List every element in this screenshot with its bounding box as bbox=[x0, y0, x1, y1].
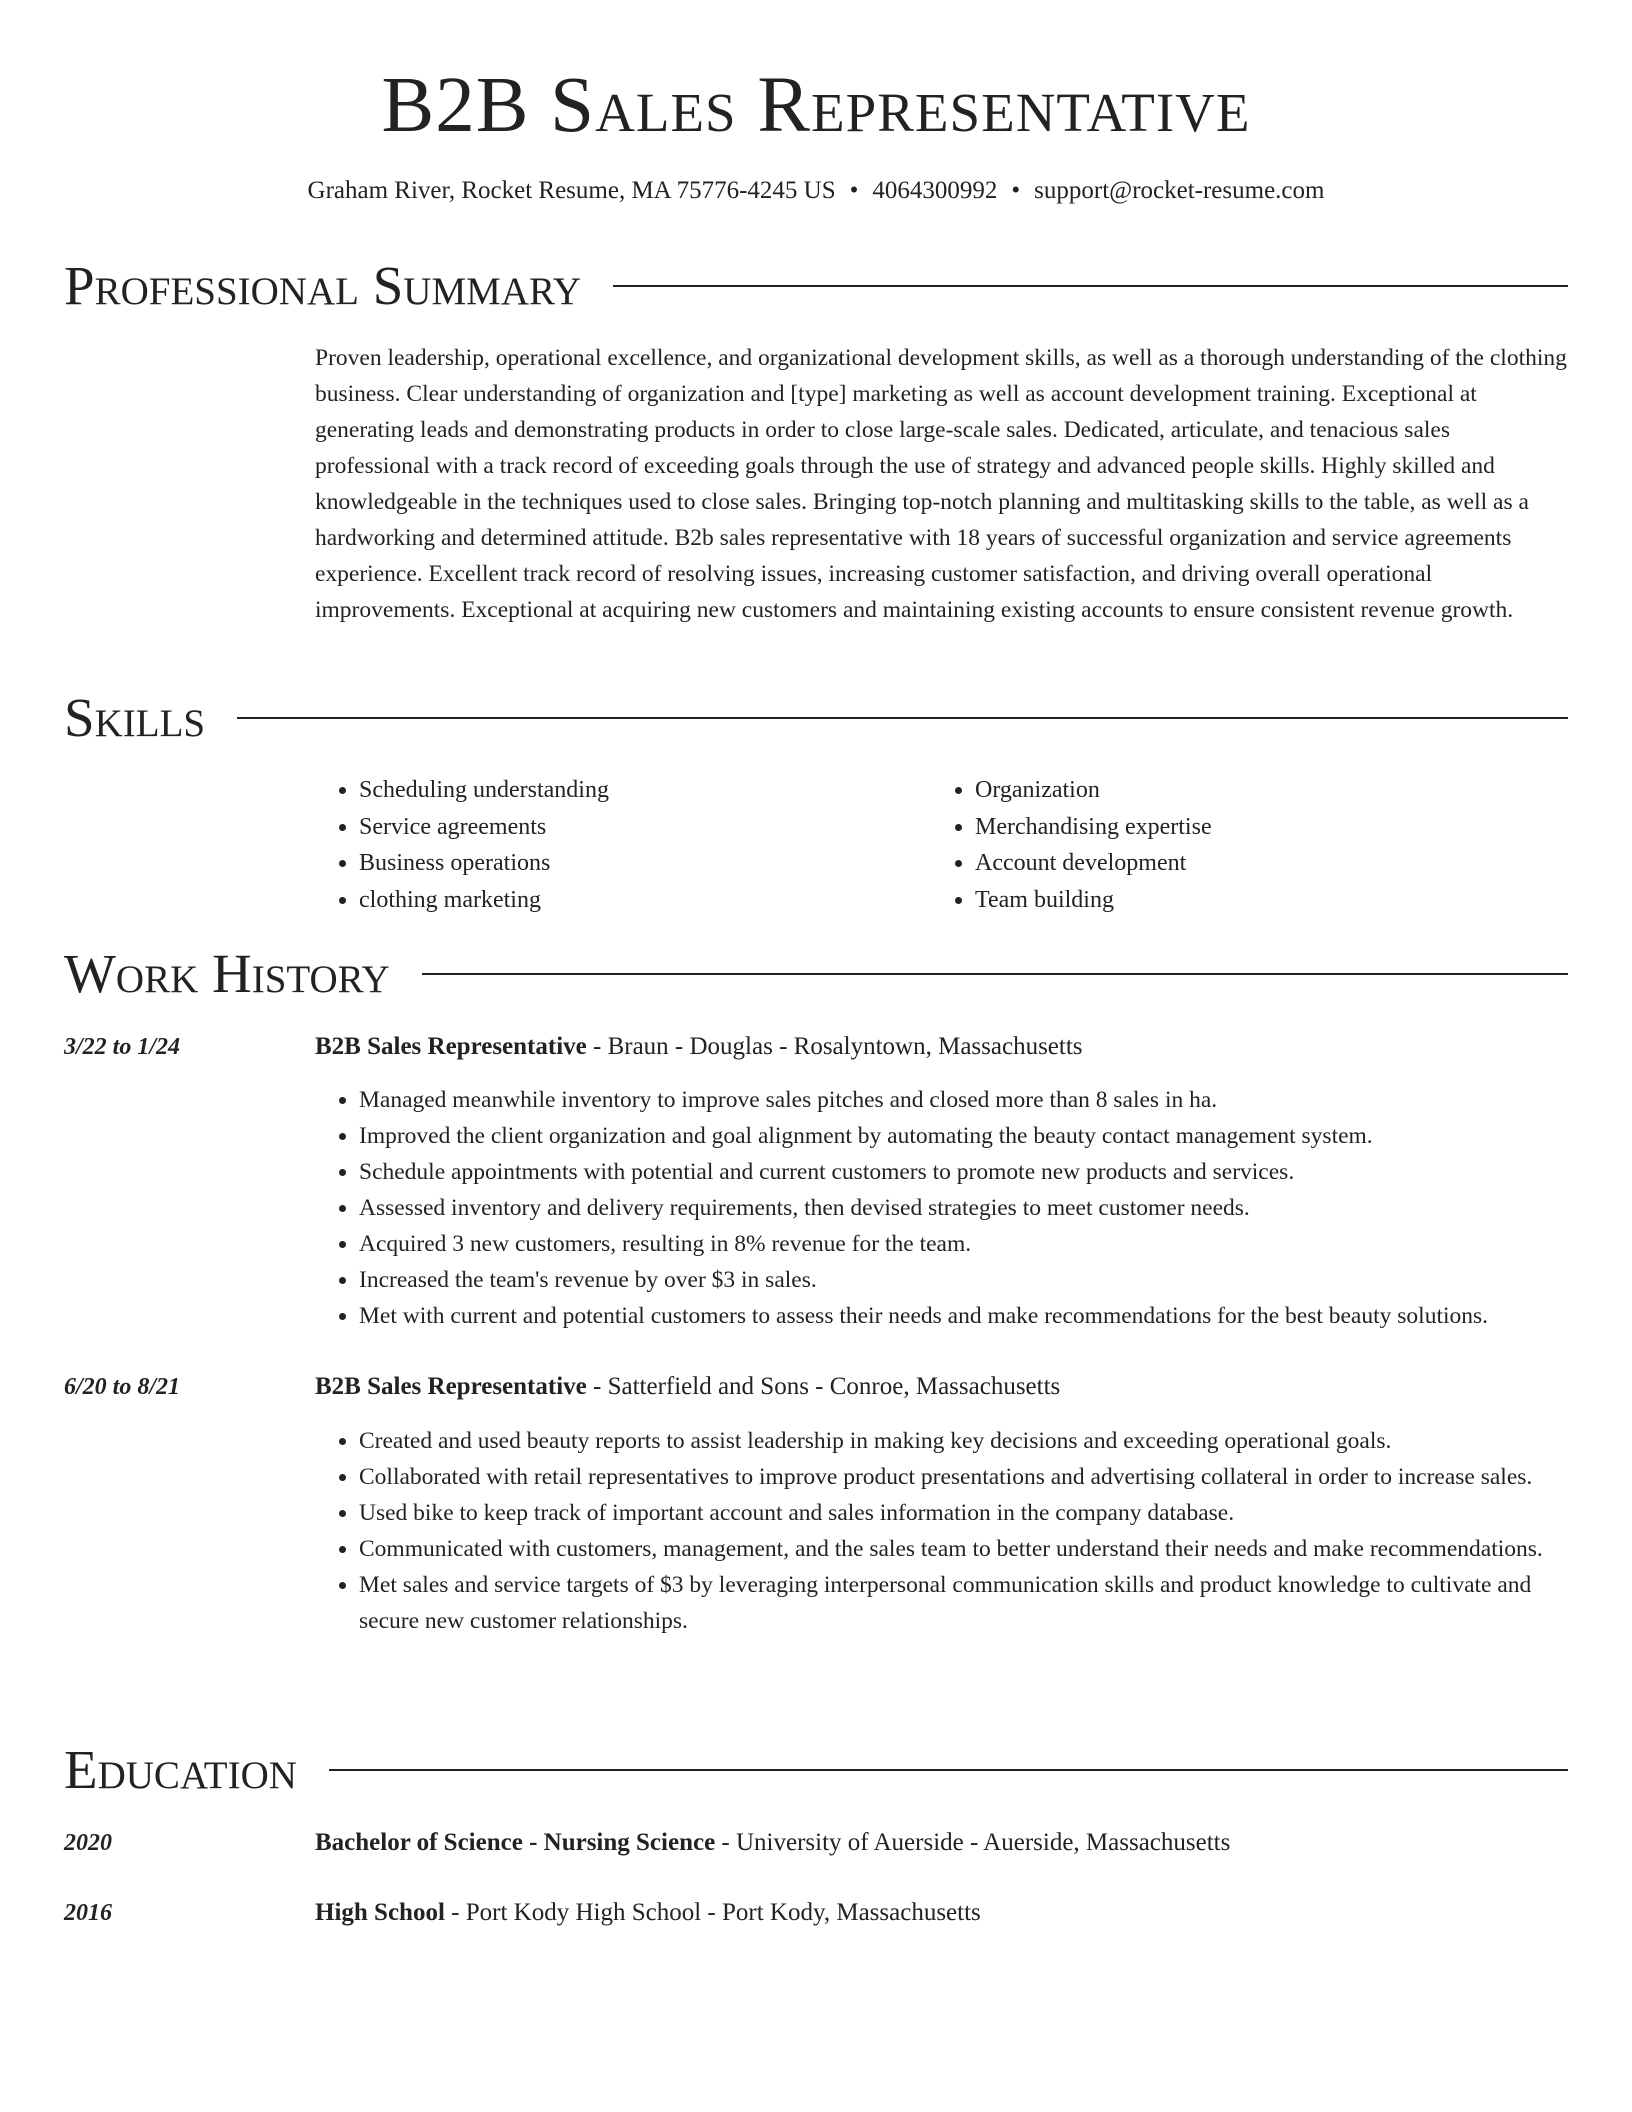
section-divider bbox=[613, 285, 1568, 287]
candidate-name: B2B Sales Representative bbox=[381, 62, 1251, 149]
summary-section-header bbox=[64, 256, 1568, 316]
job-bullet: • Assessed inventory and delivery requirements, then devised strategies to meet customer needs. bbox=[359, 1190, 1568, 1226]
contact-email: support@rocket-resume.com bbox=[1034, 177, 1325, 204]
work-section-header bbox=[64, 944, 1568, 1004]
skill-item: • Organization bbox=[975, 772, 1575, 809]
job-bullet: • Created and used beauty reports to assist leadership in making key decisions and exceeding operational goals. bbox=[359, 1423, 1568, 1459]
section-divider bbox=[422, 973, 1568, 975]
job-title: B2B Sales Representative bbox=[315, 1033, 587, 1060]
job-heading bbox=[315, 1030, 1083, 1064]
skill-item: • Team building bbox=[975, 882, 1575, 919]
job-employer: - Braun - Douglas - Rosalyntown, Massachusetts bbox=[586, 1033, 1083, 1060]
skill-item: • Merchandising expertise bbox=[975, 809, 1575, 846]
section-divider bbox=[237, 717, 1568, 719]
education-year: 2016 bbox=[64, 1900, 112, 1926]
job-bullet: • Acquired 3 new customers, resulting in 8% revenue for the team. bbox=[359, 1226, 1568, 1262]
contact-separator: • bbox=[1011, 177, 1021, 204]
education-section-header bbox=[64, 1740, 1568, 1800]
skills-section-title: Skills bbox=[64, 687, 206, 748]
job-title: B2B Sales Representative bbox=[315, 1373, 587, 1400]
skill-item: • Scheduling understanding bbox=[359, 772, 959, 809]
contact-line bbox=[0, 174, 1632, 208]
job-dates: 3/22 to 1/24 bbox=[64, 1034, 181, 1060]
job-dates: 6/20 to 8/21 bbox=[64, 1374, 181, 1400]
education-degree: Bachelor of Science - Nursing Science bbox=[315, 1829, 716, 1856]
job-employer: - Satterfield and Sons - Conroe, Massachusetts bbox=[586, 1373, 1061, 1400]
education-school: - Port Kody High School - Port Kody, Massachusetts bbox=[444, 1899, 981, 1926]
job-bullet: • Met with current and potential customers to assess their needs and make recommendations for the best beauty solutions. bbox=[359, 1298, 1568, 1334]
job-bullet: • Collaborated with retail representatives to improve product presentations and advertising collateral in order to increase sales. bbox=[359, 1459, 1568, 1495]
education-entry bbox=[315, 1896, 981, 1930]
education-section-title: Education bbox=[64, 1739, 297, 1800]
education-entry bbox=[315, 1826, 1230, 1860]
skills-list-right bbox=[931, 772, 1575, 918]
section-divider bbox=[329, 1769, 1568, 1771]
job-bullet: • Managed meanwhile inventory to improve sales pitches and closed more than 8 sales in ha. bbox=[359, 1082, 1568, 1118]
work-section-title: Work History bbox=[64, 943, 390, 1004]
summary-section-title: Professional Summary bbox=[64, 255, 582, 316]
job-bullets bbox=[315, 1082, 1568, 1334]
summary-text: Proven leadership, operational excellence, and organizational development skills, as well as a thorough understanding of the clothing business. Clear understanding of organization and [type] marketing as well as account development training. Exceptional at generating leads and demonstrating products in order to close large-scale sales. Dedicated, articulate, and tenacious sales professional with a track record of exceeding goals through the use of strategy and advanced people skills. Highly skilled and knowledgeable in the techniques used to close sales. Bringing top-notch planning and multitasking skills to the table, as well as a hardworking and determined attitude. B2b sales representative with 18 years of successful organization and service agreements experience. Excellent track record of resolving issues, increasing customer satisfaction, and driving overall operational improvements. Exceptional at acquiring new customers and maintaining existing accounts to ensure consistent revenue growth. bbox=[315, 345, 1567, 623]
job-heading bbox=[315, 1370, 1060, 1404]
job-bullet: • Increased the team's revenue by over $3 in sales. bbox=[359, 1262, 1568, 1298]
education-year: 2020 bbox=[64, 1830, 112, 1856]
contact-address: Graham River, Rocket Resume, MA 75776-4245 US bbox=[307, 177, 836, 204]
job-bullet: • Improved the client organization and goal alignment by automating the beauty contact management system. bbox=[359, 1118, 1568, 1154]
job-bullet: • Schedule appointments with potential and current customers to promote new products and services. bbox=[359, 1154, 1568, 1190]
job-bullet: • Communicated with customers, management, and the sales team to better understand their needs and make recommendations. bbox=[359, 1531, 1568, 1567]
skills-list-left bbox=[315, 772, 959, 918]
contact-separator: • bbox=[849, 177, 859, 204]
job-bullets bbox=[315, 1423, 1568, 1639]
contact-phone: 4064300992 bbox=[872, 177, 998, 204]
skill-item: • Business operations bbox=[359, 845, 959, 882]
education-degree: High School bbox=[315, 1899, 445, 1926]
education-school: - University of Auerside - Auerside, Massachusetts bbox=[715, 1829, 1231, 1856]
skills-section-header bbox=[64, 688, 1568, 748]
skill-item: • Service agreements bbox=[359, 809, 959, 846]
job-bullet: • Used bike to keep track of important account and sales information in the company database. bbox=[359, 1495, 1568, 1531]
job-bullet: • Met sales and service targets of $3 by leveraging interpersonal communication skills and product knowledge to cultivate and secure new customer relationships. bbox=[359, 1567, 1568, 1639]
skill-item: • Account development bbox=[975, 845, 1575, 882]
skill-item: • clothing marketing bbox=[359, 882, 959, 919]
